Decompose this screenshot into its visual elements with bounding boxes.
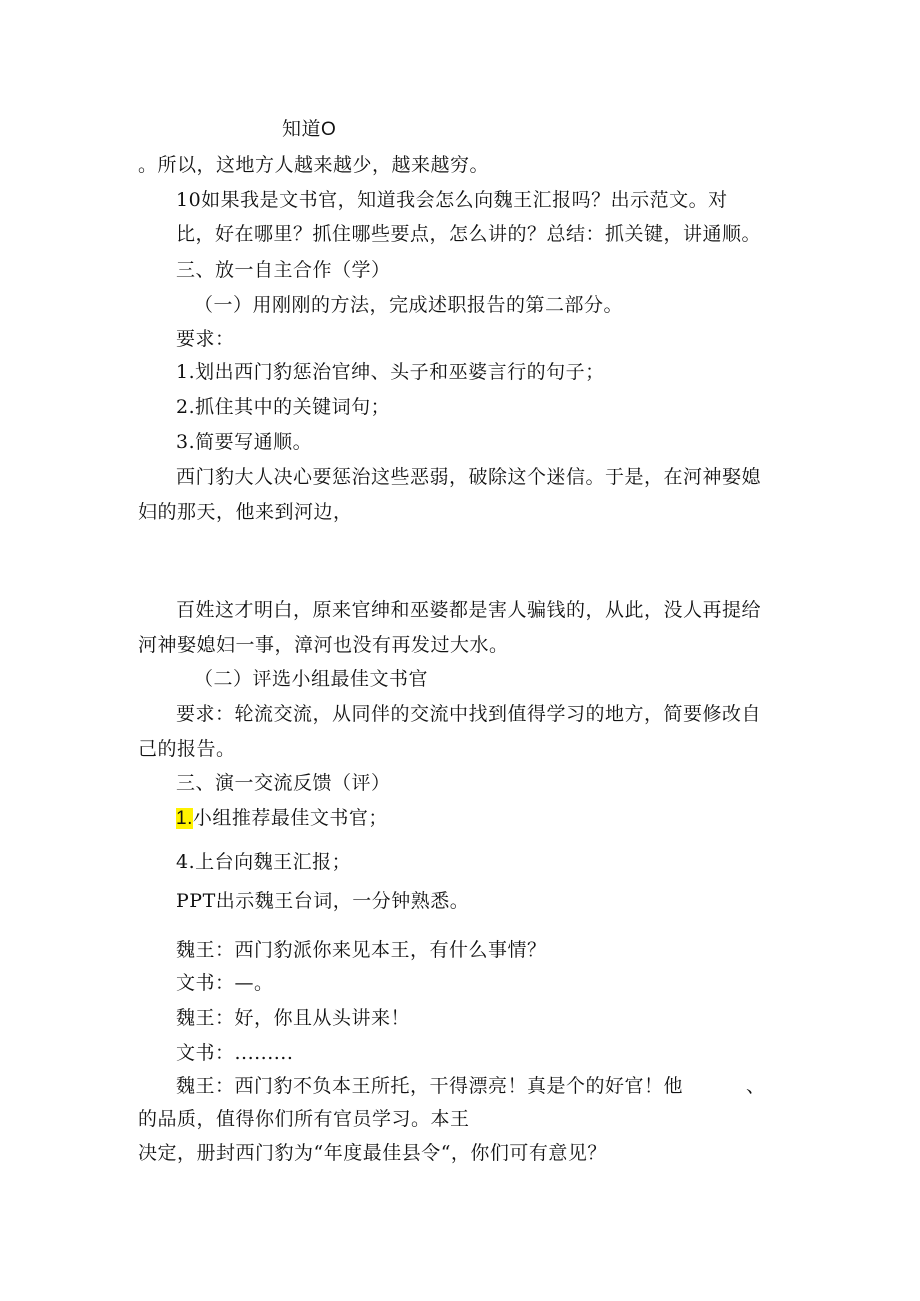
requirement-item-2: 2.抓住其中的关键词句； — [176, 396, 391, 418]
list-item-1 — [176, 806, 388, 831]
text-line-13: 百姓这才明白，原来官绅和巫婆都是害人骗钱的，从此，没人再提给 — [176, 599, 762, 621]
requirements-label-1: 要求： — [176, 328, 235, 350]
subsection-heading-2: （二）评选小组最佳文书官 — [194, 668, 429, 690]
text-line-3: 10如果我是文书官，知道我会怎么向魏王汇报吗？出示范文。对 — [176, 189, 728, 211]
list-item-text: 小组推荐最佳文书官； — [192, 807, 388, 829]
dialogue-line-2: 文书：—。 — [176, 972, 274, 994]
dialogue-line-6: 的品质，值得你们所有官员学习。本王 — [138, 1108, 470, 1130]
requirement-item-1: 1.划出西门豹惩治官绅、头子和巫婆言行的句子； — [176, 361, 605, 383]
highlighted-number: 1. — [176, 808, 193, 829]
text-line-14: 河神娶媳妇一事，漳河也没有再发过大水。 — [138, 634, 509, 656]
dialogue-line-1: 魏王：西门豹派你来见本王，有什么事情？ — [176, 939, 547, 961]
text-line-1: 知道O — [282, 119, 337, 140]
list-item-4: 4.上台向魏王汇报； — [176, 851, 352, 873]
text-line-4: 比，好在哪里？抓住哪些要点，怎么讲的？总结：抓关键，讲通顺。 — [176, 223, 762, 245]
requirements-line-2: 己的报告。 — [138, 738, 236, 760]
dialogue-line-5-tail: 、 — [746, 1075, 766, 1097]
text-line-12: 妇的那天，他来到河边， — [138, 501, 353, 523]
subsection-heading-1: （一）用刚刚的方法，完成述职报告的第二部分。 — [194, 294, 624, 316]
dialogue-line-5: 魏王：西门豹不负本王所托，干得漂亮！真是个的好官！他 — [176, 1075, 684, 1097]
section-heading-3-1: 三、放一自主合作（学） — [176, 259, 391, 281]
text-line-11: 西门豹大人决心要惩治这些恶弱，破除这个迷信。于是，在河神娶媳 — [176, 466, 762, 488]
requirements-line-1: 要求：轮流交流，从同伴的交流中找到值得学习的地方，简要修改自 — [176, 703, 762, 725]
text-line-2: 。所以，这地方人越来越少，越来越穷。 — [138, 154, 490, 176]
dialogue-line-4: 文书：......... — [176, 1042, 294, 1064]
dialogue-line-3: 魏王：好，你且从头讲来！ — [176, 1007, 411, 1029]
dialogue-line-7: 决定，册封西门豹为“年度最佳县令“，你们可有意见？ — [138, 1142, 607, 1164]
section-heading-3-2: 三、演一交流反馈（评） — [176, 772, 391, 794]
requirement-item-3: 3.简要写通顺。 — [176, 431, 313, 453]
ppt-instruction: PPT出示魏王台词，一分钟熟悉。 — [176, 890, 470, 912]
